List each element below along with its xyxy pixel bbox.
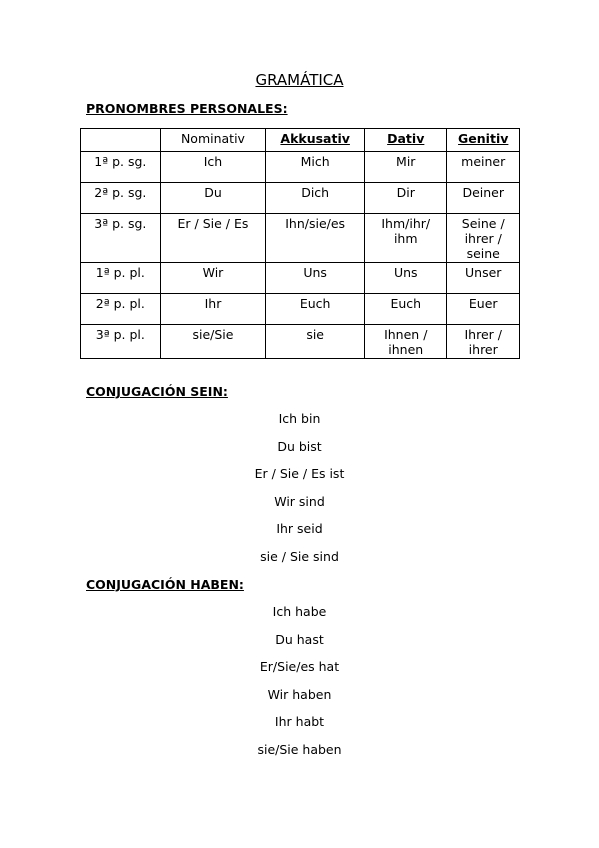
header-cell-person: [81, 129, 161, 152]
table-cell: Dich: [266, 183, 365, 214]
table-cell: Wir: [160, 263, 266, 294]
table-cell: Ihnen / ihnen: [365, 325, 447, 359]
table-cell: Dir: [365, 183, 447, 214]
table-cell: Ihr: [160, 294, 266, 325]
list-item: Wir sind: [274, 493, 325, 509]
list-item: sie / Sie sind: [260, 548, 339, 564]
header-cell-dativ: Dativ: [365, 129, 447, 152]
table-header-row: [81, 129, 520, 152]
list-item: Er / Sie / Es ist: [254, 466, 345, 481]
list-item: Du bist: [277, 438, 322, 454]
table-cell: Euer: [447, 294, 520, 325]
list-item: Wir haben: [267, 686, 332, 702]
table-cell: 2ª p. pl.: [81, 294, 161, 325]
table-cell: Ihrer / ihrer: [447, 325, 520, 359]
table-cell: 1ª p. pl.: [81, 263, 161, 294]
table-cell: Unser: [447, 263, 520, 294]
haben-heading: CONJUGACIÓN HABEN:: [86, 577, 244, 592]
table-row: [81, 183, 520, 214]
table-cell: Seine / ihrer / seine: [447, 214, 520, 263]
table-cell: 2ª p. sg.: [81, 183, 161, 214]
table-row: [81, 214, 520, 263]
page-title: GRAMÁTICA: [255, 71, 344, 89]
table-cell: Uns: [266, 263, 365, 294]
sein-heading: CONJUGACIÓN SEIN:: [86, 384, 228, 399]
table-row: [81, 294, 520, 325]
list-item: Ich bin: [278, 411, 321, 426]
table-cell: Euch: [266, 294, 365, 325]
table-cell: meiner: [447, 152, 520, 183]
table-cell: Du: [160, 183, 266, 214]
list-item: Ihr habt: [274, 714, 325, 729]
table-cell: sie: [266, 325, 365, 359]
table-cell: 1ª p. sg.: [81, 152, 161, 183]
table-row: [81, 325, 520, 359]
table-row: [81, 152, 520, 183]
pronouns-heading: PRONOMBRES PERSONALES:: [86, 101, 288, 116]
pronoun-table: [80, 128, 520, 359]
header-cell-nominativ: Nominativ: [160, 129, 266, 152]
table-row: [81, 263, 520, 294]
sein-conjugation-list: [0, 410, 599, 575]
haben-conjugation-list: [0, 603, 599, 768]
table-cell: Mir: [365, 152, 447, 183]
table-cell: Ihm/ihr/ ihm: [365, 214, 447, 263]
table-cell: Euch: [365, 294, 447, 325]
list-item: Du hast: [275, 631, 324, 647]
table-cell: Ihn/sie/es: [266, 214, 365, 263]
table-cell: Ich: [160, 152, 266, 183]
table-cell: 3ª p. sg.: [81, 214, 161, 263]
list-item: Ihr seid: [276, 521, 323, 536]
table-cell: Er / Sie / Es: [160, 214, 266, 263]
table-cell: Deiner: [447, 183, 520, 214]
table-cell: sie/Sie: [160, 325, 266, 359]
table-cell: Mich: [266, 152, 365, 183]
list-item: sie/Sie haben: [257, 741, 342, 757]
list-item: Er/Sie/es hat: [259, 659, 340, 674]
table-cell: 3ª p. pl.: [81, 325, 161, 359]
header-cell-genitiv: Genitiv: [447, 129, 520, 152]
table-cell: Uns: [365, 263, 447, 294]
list-item: Ich habe: [272, 604, 327, 619]
header-cell-akkusativ: Akkusativ: [266, 129, 365, 152]
